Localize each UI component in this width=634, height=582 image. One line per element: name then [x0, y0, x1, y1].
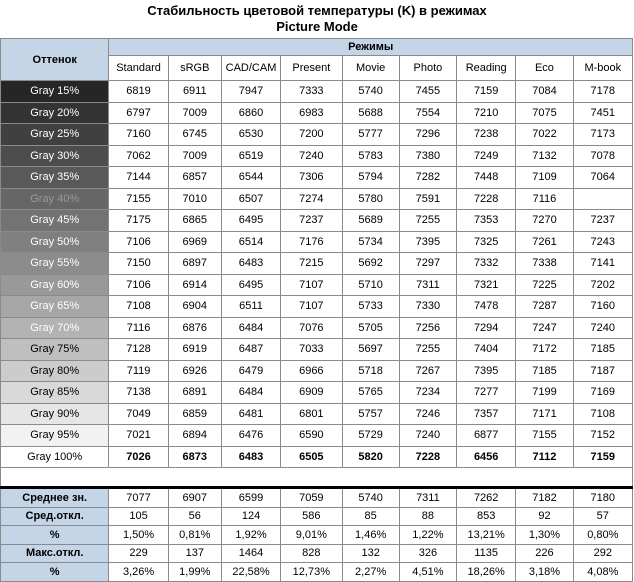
stats-label: Среднее зн. — [1, 488, 109, 508]
stats-cell: 88 — [399, 507, 456, 526]
temperature-cell: 7187 — [573, 360, 632, 382]
temperature-cell: 7106 — [109, 274, 168, 296]
temperature-cell: 5734 — [342, 231, 399, 253]
temperature-cell: 6479 — [221, 360, 280, 382]
temperature-cell: 7175 — [109, 210, 168, 232]
stats-cell: 7262 — [457, 488, 516, 508]
temperature-cell: 6859 — [168, 403, 221, 425]
stats-cell: 853 — [457, 507, 516, 526]
temperature-cell: 6487 — [221, 339, 280, 361]
table-row — [1, 360, 633, 382]
temperature-cell: 5765 — [342, 382, 399, 404]
gray-level-label: Gray 25% — [1, 124, 109, 146]
table-row — [1, 403, 633, 425]
temperature-cell: 7009 — [168, 145, 221, 167]
stats-cell: 13,21% — [457, 526, 516, 545]
temperature-cell: 6484 — [221, 317, 280, 339]
stats-cell: 105 — [109, 507, 168, 526]
stats-row — [1, 488, 633, 508]
temperature-cell: 6495 — [221, 274, 280, 296]
temperature-cell: 7033 — [281, 339, 342, 361]
temperature-cell: 6877 — [457, 425, 516, 447]
temperature-cell: 7296 — [399, 124, 456, 146]
table-row — [1, 231, 633, 253]
temperature-cell: 7237 — [573, 210, 632, 232]
temperature-cell: 6801 — [281, 403, 342, 425]
stats-cell: 326 — [399, 544, 456, 563]
temperature-cell: 6919 — [168, 339, 221, 361]
table-row — [1, 102, 633, 124]
stats-cell: 3,18% — [516, 563, 573, 582]
temperature-cell: 7270 — [516, 210, 573, 232]
temperature-cell: 7395 — [399, 231, 456, 253]
temperature-cell: 6857 — [168, 167, 221, 189]
temperature-cell: 7282 — [399, 167, 456, 189]
temperature-cell: 7247 — [516, 317, 573, 339]
table-row — [1, 274, 633, 296]
temperature-cell: 7243 — [573, 231, 632, 253]
temperature-cell: 7256 — [399, 317, 456, 339]
temperature-cell: 7238 — [457, 124, 516, 146]
temperature-cell: 6745 — [168, 124, 221, 146]
temperature-cell: 7330 — [399, 296, 456, 318]
temperature-cell: 5740 — [342, 81, 399, 103]
gray-level-label: Gray 90% — [1, 403, 109, 425]
temperature-cell: 7150 — [109, 253, 168, 275]
temperature-cell: 7049 — [109, 403, 168, 425]
column-header: Movie — [342, 56, 399, 81]
temperature-cell — [573, 188, 632, 210]
stats-cell: 226 — [516, 544, 573, 563]
temperature-cell: 7228 — [399, 446, 456, 468]
temperature-cell: 7274 — [281, 188, 342, 210]
temperature-cell: 7455 — [399, 81, 456, 103]
gray-level-label: Gray 75% — [1, 339, 109, 361]
temperature-cell: 7210 — [457, 102, 516, 124]
stats-cell: 132 — [342, 544, 399, 563]
temperature-cell: 7022 — [516, 124, 573, 146]
stats-cell: 7077 — [109, 488, 168, 508]
temperature-cell: 6914 — [168, 274, 221, 296]
temperature-cell: 7084 — [516, 81, 573, 103]
temperature-cell: 6911 — [168, 81, 221, 103]
temperature-cell: 7451 — [573, 102, 632, 124]
stats-cell: 1,46% — [342, 526, 399, 545]
temperature-cell: 7116 — [109, 317, 168, 339]
temperature-cell: 6514 — [221, 231, 280, 253]
temperature-cell: 6797 — [109, 102, 168, 124]
temperature-cell: 7076 — [281, 317, 342, 339]
temperature-cell: 7119 — [109, 360, 168, 382]
stats-cell: 9,01% — [281, 526, 342, 545]
temperature-cell: 7062 — [109, 145, 168, 167]
table-row — [1, 296, 633, 318]
temperature-cell: 7176 — [281, 231, 342, 253]
stats-cell: 7180 — [573, 488, 632, 508]
temperature-cell: 7287 — [516, 296, 573, 318]
temperature-cell: 7338 — [516, 253, 573, 275]
stats-cell: 828 — [281, 544, 342, 563]
column-header: M-book — [573, 56, 632, 81]
temperature-cell: 7234 — [399, 382, 456, 404]
temperature-cell: 7171 — [516, 403, 573, 425]
stats-cell: 1,92% — [221, 526, 280, 545]
temperature-cell: 7172 — [516, 339, 573, 361]
temperature-cell: 7108 — [109, 296, 168, 318]
temperature-cell: 7128 — [109, 339, 168, 361]
temperature-cell: 7159 — [573, 446, 632, 468]
stats-cell: 586 — [281, 507, 342, 526]
gray-level-label: Gray 100% — [1, 446, 109, 468]
stats-cell: 1,50% — [109, 526, 168, 545]
temperature-cell: 7116 — [516, 188, 573, 210]
gray-level-label: Gray 20% — [1, 102, 109, 124]
title-line-2: Picture Mode — [276, 19, 358, 34]
stats-cell: 4,08% — [573, 563, 632, 582]
temperature-cell: 7109 — [516, 167, 573, 189]
table-row — [1, 167, 633, 189]
stats-cell: 3,26% — [109, 563, 168, 582]
stats-cell: 57 — [573, 507, 632, 526]
column-header: sRGB — [168, 56, 221, 81]
temperature-cell: 7155 — [516, 425, 573, 447]
temperature-cell: 6481 — [221, 403, 280, 425]
stats-cell: 5740 — [342, 488, 399, 508]
stats-row — [1, 563, 633, 582]
temperature-cell: 7159 — [457, 81, 516, 103]
table-row — [1, 145, 633, 167]
temperature-cell: 7306 — [281, 167, 342, 189]
temperature-cell: 7261 — [516, 231, 573, 253]
temperature-cell: 7152 — [573, 425, 632, 447]
temperature-cell: 7353 — [457, 210, 516, 232]
stats-label: Сред.откл. — [1, 507, 109, 526]
temperature-cell: 7240 — [573, 317, 632, 339]
temperature-cell: 5688 — [342, 102, 399, 124]
temperature-cell: 7246 — [399, 403, 456, 425]
temperature-cell: 7106 — [109, 231, 168, 253]
stats-cell: 4,51% — [399, 563, 456, 582]
table-row — [1, 339, 633, 361]
temperature-cell: 7144 — [109, 167, 168, 189]
stats-cell: 2,27% — [342, 563, 399, 582]
temperature-cell: 5733 — [342, 296, 399, 318]
temperature-cell: 7332 — [457, 253, 516, 275]
temperature-cell: 7215 — [281, 253, 342, 275]
temperature-cell: 7255 — [399, 339, 456, 361]
temperature-cell: 7240 — [281, 145, 342, 167]
stats-cell: 1,22% — [399, 526, 456, 545]
stats-cell: 1135 — [457, 544, 516, 563]
temperature-cell: 7200 — [281, 124, 342, 146]
gray-level-label: Gray 45% — [1, 210, 109, 232]
temperature-cell: 7395 — [457, 360, 516, 382]
temperature-cell: 6983 — [281, 102, 342, 124]
temperature-cell: 7185 — [516, 360, 573, 382]
temperature-cell: 7237 — [281, 210, 342, 232]
stats-cell: 124 — [221, 507, 280, 526]
temperature-cell: 7554 — [399, 102, 456, 124]
temperature-cell: 7294 — [457, 317, 516, 339]
stats-cell: 1,99% — [168, 563, 221, 582]
temperature-cell: 7160 — [573, 296, 632, 318]
temperature-cell: 7185 — [573, 339, 632, 361]
stats-cell: 22,58% — [221, 563, 280, 582]
temperature-cell: 6511 — [221, 296, 280, 318]
temperature-cell: 7021 — [109, 425, 168, 447]
temperature-cell: 7277 — [457, 382, 516, 404]
stats-cell: 56 — [168, 507, 221, 526]
gray-level-label: Gray 85% — [1, 382, 109, 404]
temperature-cell: 7202 — [573, 274, 632, 296]
temperature-cell: 7141 — [573, 253, 632, 275]
temperature-cell: 7112 — [516, 446, 573, 468]
temperature-cell: 7108 — [573, 403, 632, 425]
gray-level-label: Gray 60% — [1, 274, 109, 296]
temperature-cell: 7357 — [457, 403, 516, 425]
temperature-cell: 7107 — [281, 274, 342, 296]
temperature-cell: 7228 — [457, 188, 516, 210]
stats-cell: 229 — [109, 544, 168, 563]
temperature-cell: 5718 — [342, 360, 399, 382]
color-temperature-table — [0, 38, 633, 582]
temperature-cell: 6476 — [221, 425, 280, 447]
gray-level-label: Gray 70% — [1, 317, 109, 339]
modes-header: Режимы — [109, 39, 633, 56]
temperature-cell: 6891 — [168, 382, 221, 404]
temperature-cell: 7075 — [516, 102, 573, 124]
stats-cell: 0,81% — [168, 526, 221, 545]
temperature-cell: 6909 — [281, 382, 342, 404]
temperature-cell: 7947 — [221, 81, 280, 103]
temperature-cell: 7478 — [457, 296, 516, 318]
temperature-cell: 6507 — [221, 188, 280, 210]
gray-level-label: Gray 40% — [1, 188, 109, 210]
temperature-cell: 7249 — [457, 145, 516, 167]
temperature-cell: 7255 — [399, 210, 456, 232]
temperature-cell: 7132 — [516, 145, 573, 167]
stats-cell: 6907 — [168, 488, 221, 508]
stats-label: % — [1, 563, 109, 582]
stats-cell: 92 — [516, 507, 573, 526]
temperature-cell: 6966 — [281, 360, 342, 382]
stats-cell: 292 — [573, 544, 632, 563]
gray-level-label: Gray 15% — [1, 81, 109, 103]
stats-cell: 18,26% — [457, 563, 516, 582]
stats-cell: 7311 — [399, 488, 456, 508]
temperature-cell: 7009 — [168, 102, 221, 124]
temperature-cell: 6519 — [221, 145, 280, 167]
row-header: Оттенок — [1, 39, 109, 81]
temperature-cell: 7138 — [109, 382, 168, 404]
stats-row — [1, 507, 633, 526]
stats-cell: 1464 — [221, 544, 280, 563]
column-header: CAD/CAM — [221, 56, 280, 81]
table-row — [1, 124, 633, 146]
temperature-cell: 6483 — [221, 253, 280, 275]
stats-cell: 7182 — [516, 488, 573, 508]
column-header: Eco — [516, 56, 573, 81]
temperature-cell: 6897 — [168, 253, 221, 275]
temperature-cell: 6484 — [221, 382, 280, 404]
temperature-cell: 6505 — [281, 446, 342, 468]
temperature-cell: 7297 — [399, 253, 456, 275]
temperature-cell: 6876 — [168, 317, 221, 339]
temperature-cell: 7325 — [457, 231, 516, 253]
table-row — [1, 446, 633, 468]
gray-level-label: Gray 35% — [1, 167, 109, 189]
temperature-cell: 5780 — [342, 188, 399, 210]
temperature-cell: 7160 — [109, 124, 168, 146]
gray-level-label: Gray 30% — [1, 145, 109, 167]
temperature-cell: 7591 — [399, 188, 456, 210]
temperature-cell: 7225 — [516, 274, 573, 296]
temperature-cell: 7107 — [281, 296, 342, 318]
temperature-cell: 6819 — [109, 81, 168, 103]
temperature-cell: 5794 — [342, 167, 399, 189]
temperature-cell: 7321 — [457, 274, 516, 296]
temperature-cell: 7026 — [109, 446, 168, 468]
temperature-cell: 7064 — [573, 167, 632, 189]
table-row — [1, 425, 633, 447]
title-line-1: Стабильность цветовой температуры (K) в режимах — [147, 3, 487, 18]
temperature-cell: 6969 — [168, 231, 221, 253]
temperature-cell: 7010 — [168, 188, 221, 210]
temperature-cell: 7155 — [109, 188, 168, 210]
temperature-cell: 6904 — [168, 296, 221, 318]
stats-row — [1, 526, 633, 545]
stats-cell: 7059 — [281, 488, 342, 508]
table-row — [1, 188, 633, 210]
temperature-cell: 5697 — [342, 339, 399, 361]
temperature-cell: 5729 — [342, 425, 399, 447]
temperature-cell: 7267 — [399, 360, 456, 382]
gray-level-label: Gray 65% — [1, 296, 109, 318]
temperature-cell: 6544 — [221, 167, 280, 189]
column-header: Present — [281, 56, 342, 81]
column-header: Reading — [457, 56, 516, 81]
temperature-cell: 5705 — [342, 317, 399, 339]
gray-level-label: Gray 50% — [1, 231, 109, 253]
temperature-cell: 7311 — [399, 274, 456, 296]
separator-row — [1, 468, 633, 488]
table-row — [1, 210, 633, 232]
gray-level-label: Gray 95% — [1, 425, 109, 447]
temperature-cell: 5783 — [342, 145, 399, 167]
table-row — [1, 81, 633, 103]
column-header: Photo — [399, 56, 456, 81]
stats-cell: 12,73% — [281, 563, 342, 582]
stats-label: Макс.откл. — [1, 544, 109, 563]
gray-level-label: Gray 55% — [1, 253, 109, 275]
temperature-cell: 6894 — [168, 425, 221, 447]
temperature-cell: 6865 — [168, 210, 221, 232]
table-row — [1, 253, 633, 275]
temperature-cell: 7333 — [281, 81, 342, 103]
stats-cell: 6599 — [221, 488, 280, 508]
temperature-cell: 6860 — [221, 102, 280, 124]
temperature-cell: 5757 — [342, 403, 399, 425]
temperature-cell: 5689 — [342, 210, 399, 232]
temperature-cell: 6873 — [168, 446, 221, 468]
chart-title — [0, 0, 634, 38]
temperature-cell: 7380 — [399, 145, 456, 167]
temperature-cell: 5820 — [342, 446, 399, 468]
temperature-cell: 6926 — [168, 360, 221, 382]
temperature-cell: 5777 — [342, 124, 399, 146]
stats-cell: 137 — [168, 544, 221, 563]
temperature-cell: 7078 — [573, 145, 632, 167]
temperature-cell: 6590 — [281, 425, 342, 447]
table-body — [1, 81, 633, 582]
temperature-cell: 7404 — [457, 339, 516, 361]
temperature-cell: 7178 — [573, 81, 632, 103]
stats-cell: 85 — [342, 507, 399, 526]
temperature-cell: 7199 — [516, 382, 573, 404]
temperature-cell: 7240 — [399, 425, 456, 447]
temperature-cell: 6456 — [457, 446, 516, 468]
temperature-cell: 7169 — [573, 382, 632, 404]
temperature-cell: 5692 — [342, 253, 399, 275]
stats-label: % — [1, 526, 109, 545]
temperature-cell: 6483 — [221, 446, 280, 468]
stats-cell: 1,30% — [516, 526, 573, 545]
column-header: Standard — [109, 56, 168, 81]
temperature-cell: 7173 — [573, 124, 632, 146]
table-row — [1, 382, 633, 404]
gray-level-label: Gray 80% — [1, 360, 109, 382]
temperature-cell: 7448 — [457, 167, 516, 189]
table-row — [1, 317, 633, 339]
temperature-cell: 6530 — [221, 124, 280, 146]
temperature-cell: 6495 — [221, 210, 280, 232]
stats-row — [1, 544, 633, 563]
temperature-cell: 5710 — [342, 274, 399, 296]
stats-cell: 0,80% — [573, 526, 632, 545]
